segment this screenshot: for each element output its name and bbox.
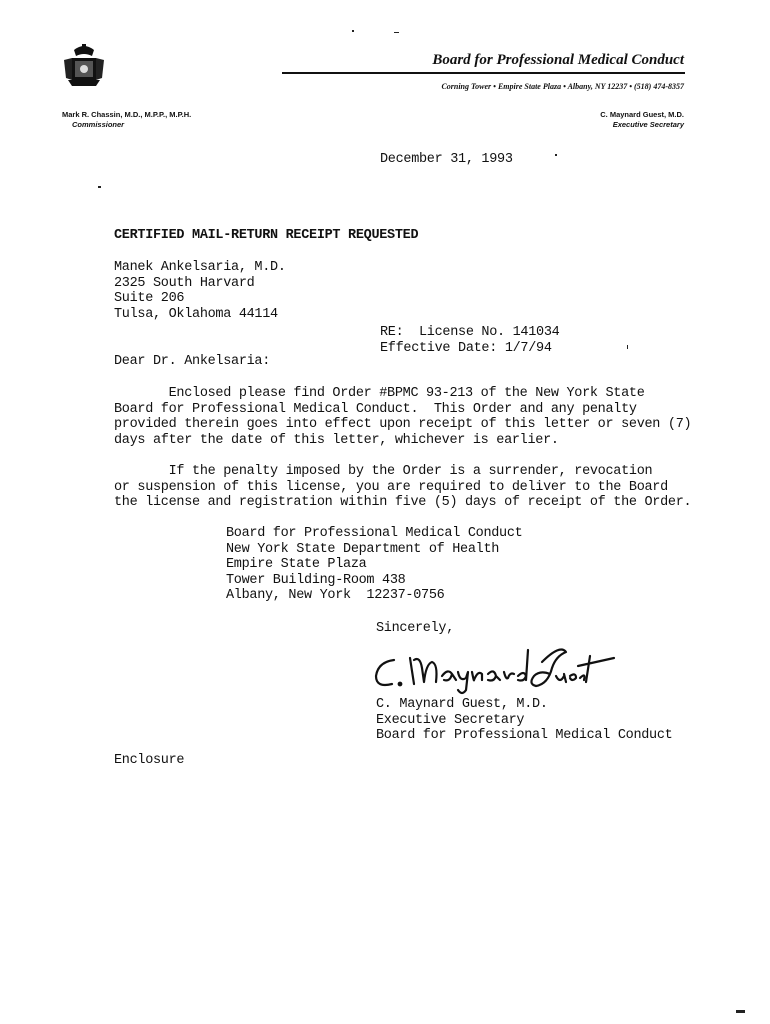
commissioner-name: Mark R. Chassin, M.D., M.P.P., M.P.H.: [62, 110, 192, 119]
state-seal-logo: [58, 40, 110, 92]
secretary-name: C. Maynard Guest, M.D.: [600, 110, 684, 119]
secretary-title: Executive Secretary: [612, 120, 684, 129]
scan-speck: [352, 30, 354, 32]
recipient-line: Suite 206: [114, 291, 185, 306]
signer-block: [376, 697, 672, 744]
recipient-line: 2325 South Harvard: [114, 275, 255, 291]
effective-date: Effective Date: 1/7/94: [380, 340, 552, 356]
signer-line: C. Maynard Guest, M.D.: [376, 697, 548, 712]
scan-speck: [394, 32, 399, 33]
handwritten-signature: [370, 638, 620, 696]
body-paragraph-2: [114, 464, 691, 511]
paragraph-line: the license and registration within five (5) days of receipt of the Order.: [114, 495, 692, 510]
recipient-line: Tulsa, Oklahoma 44114: [114, 306, 278, 322]
mail-type-heading: CERTIFIED MAIL-RETURN RECEIPT REQUESTED: [114, 228, 419, 243]
paragraph-line: Enclosed please find Order #BPMC 93-213 of the New York State: [114, 386, 645, 401]
letterhead-rule: [282, 72, 685, 74]
recipient-address: [114, 260, 286, 322]
board-name-heading: Board for Professional Medical Conduct: [432, 52, 684, 68]
reference-block: [380, 325, 559, 356]
paragraph-line: or suspension of this license, you are required to deliver to the Board: [114, 479, 668, 495]
enclosure-note: Enclosure: [114, 753, 185, 768]
signer-line: Executive Secretary: [376, 712, 525, 728]
signer-line: Board for Professional Medical Conduct: [376, 728, 673, 743]
body-paragraph-1: [114, 386, 691, 448]
letter-date: December 31, 1993: [380, 152, 513, 167]
paragraph-line: provided therein goes into effect upon receipt of this letter or seven (7): [114, 417, 692, 432]
return-address-line: Albany, New York 12237-0756: [226, 588, 445, 603]
paragraph-line: If the penalty imposed by the Order is a surrender, revocation: [114, 464, 653, 479]
return-address: [226, 526, 522, 604]
return-address-line: New York State Department of Health: [226, 541, 500, 557]
recipient-line: Manek Ankelsaria, M.D.: [114, 260, 286, 275]
commissioner-block: [62, 110, 191, 130]
paragraph-line: Board for Professional Medical Conduct. This Order and any penalty: [114, 401, 637, 417]
return-address-line: Board for Professional Medical Conduct: [226, 526, 523, 541]
return-address-line: Empire State Plaza: [226, 557, 367, 572]
return-address-line: Tower Building-Room 438: [226, 572, 406, 588]
scan-speck: [555, 154, 557, 156]
scan-speck: [736, 1010, 745, 1013]
commissioner-title: Commissioner: [72, 120, 125, 129]
paragraph-line: days after the date of this letter, whichever is earlier.: [114, 432, 559, 448]
secretary-block: [600, 110, 684, 130]
closing: Sincerely,: [376, 621, 455, 636]
salutation: Dear Dr. Ankelsaria:: [114, 354, 271, 369]
scan-speck: [98, 186, 101, 188]
board-address: Corning Tower • Empire State Plaza • Albany, NY 12237 • (518) 474-8357: [441, 82, 684, 91]
scan-speck: [627, 345, 628, 349]
license-number: RE: License No. 141034: [380, 325, 560, 340]
